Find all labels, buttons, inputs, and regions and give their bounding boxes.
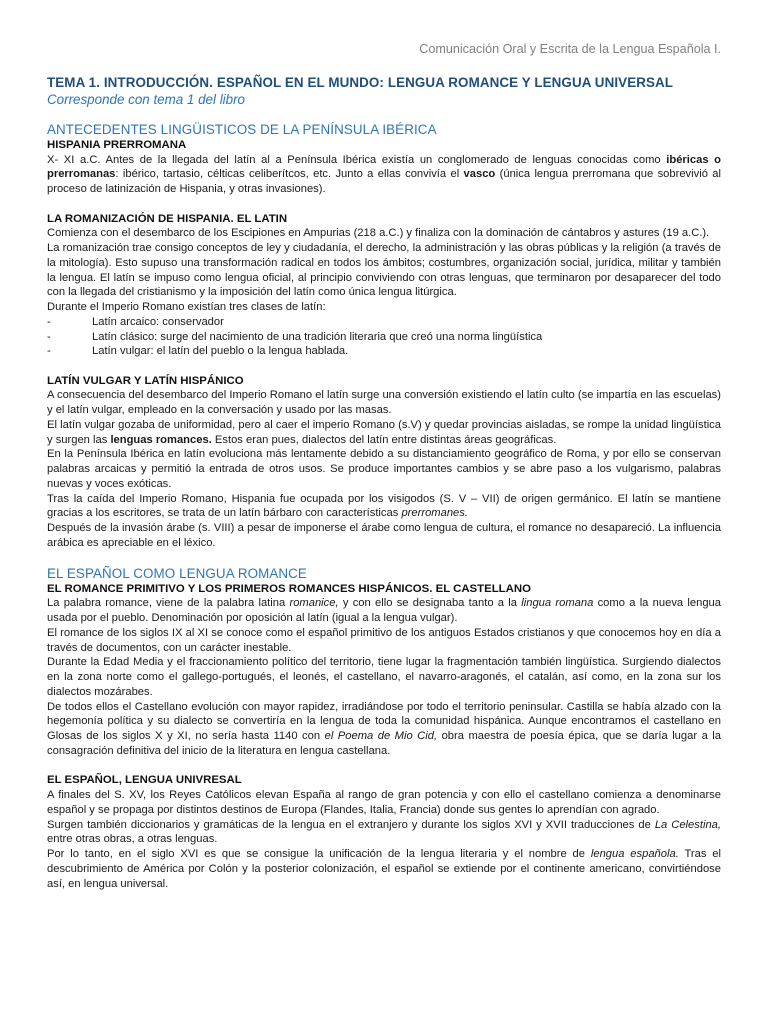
subsection-heading: LA ROMANIZACIÓN DE HISPANIA. EL LATIN: [47, 212, 288, 225]
paragraph: [47, 847, 721, 891]
paragraph: [47, 596, 721, 626]
text-run: Por lo tanto, en el siglo XVI es que se consigue la unificación de la lengua literaria y el nombre de: [47, 848, 591, 861]
subsection-heading: EL ESPAÑOL, LENGUA UNIVRESAL: [47, 774, 242, 787]
bold-text: lenguas romances.: [110, 433, 212, 446]
italic-text: prerromanes.: [401, 507, 468, 520]
running-header: Comunicación Oral y Escrita de la Lengua Española I.: [419, 42, 721, 56]
subsection-heading: EL ROMANCE PRIMITIVO Y LOS PRIMEROS ROMANCES HISPÁNICOS. EL CASTELLANO: [47, 582, 531, 595]
text-run: (única lengua prerromana que sobrevivió al proceso de latinización de Hispania, y otras invasiones).: [47, 168, 721, 196]
paragraph: [47, 418, 721, 448]
text-run: como a la nueva lengua usada por el pueblo. Denominación por oposición al latín (igual a la lengua vulgar).: [47, 597, 722, 625]
italic-text: el Poema de Mio Cid,: [324, 730, 438, 743]
paragraph: [47, 700, 721, 759]
italic-text: lingua romana: [521, 597, 594, 610]
paragraph: [47, 626, 721, 656]
list-item-text: Latín clásico: surge del nacimiento de una tradición literaria que creó una norma lingüística: [92, 330, 543, 343]
list-item: [47, 315, 721, 330]
text-run: De todos ellos el Castellano evolución con mayor rapidez, irradiándose por todo el territorio peninsular. Castilla se había alzado con la hegemonía política y su dialecto se convertiría en la lengua de toda la comunidad hispánica. Aunque encontramos el castellano en Glosas de los siglos X y XI, no sería hasta 1140 con: [47, 700, 721, 743]
text-run: El latín vulgar gozaba de uniformidad, pero al caer el imperio Romano (s.V) y quedar provincias aisladas, se rompe la unidad lingüística y surgen las: [47, 418, 721, 446]
document-title: TEMA 1. INTRODUCCIÓN. ESPAÑOL EN EL MUNDO: LENGUA ROMANCE Y LENGUA UNIVERSAL: [47, 75, 674, 90]
list-item-text: Latín arcaico: conservador: [92, 315, 224, 328]
paragraph: [47, 818, 721, 848]
spacer: [47, 759, 721, 774]
paragraph: [47, 447, 721, 491]
text-run: La palabra romance, viene de la palabra latina: [47, 597, 290, 610]
text-run: Surgen también diccionarios y gramáticas de la lengua en el extranjero y durante los siglos XVI y XVII traducciones de: [47, 818, 655, 831]
list-item: [47, 344, 721, 359]
text-run: entre otras obras, a otras lenguas.: [47, 833, 218, 846]
paragraph: [47, 300, 721, 315]
italic-text: romanice,: [289, 597, 339, 610]
bold-text: ibéricas o prerromanas: [47, 153, 721, 181]
text-run: Tras el descubrimiento de América por Colón y la posterior colonización, el español se extiende por el continente americano, convirtiéndose así, en lengua universal.: [47, 848, 721, 890]
text-run: Comienza con el desembarco de los Escipiones en Ampurias (218 a.C.) y finaliza con la dominación de cántabros y astures (19 a.C.).: [47, 227, 710, 240]
text-run: La romanización trae consigo conceptos de ley y ciudadanía, el derecho, la administración y las obras públicas y la religión (a través de la mitología). Esto supuso una transformación radical en todos los ámbitos; costumbres, organización social, jurídica, militar y también la lengua. El latín se impuso como lengua oficial, al principio conviviendo con otras lenguas, que terminaron por desaparecer del todo con la llegada del cristianismo y la imposición del latín como única lengua litúrgica.: [47, 242, 721, 299]
section-heading: ANTECEDENTES LINGÜISTICOS DE LA PENÍNSULA IBÉRICA: [47, 122, 437, 137]
text-run: X- XI a.C. Antes de la llegada del latín al a Península Ibérica existía un conglomerado de lenguas conocidas como: [47, 153, 667, 166]
document-page: [47, 0, 721, 891]
spacer: [47, 197, 721, 212]
paragraph: [47, 388, 721, 418]
list-bullet: -: [47, 345, 51, 358]
text-run: y con ello se designaba tanto a la: [338, 597, 522, 610]
text-run: A consecuencia del desembarco del Imperio Romano el latín surge una conversión existiendo el latín culto (se impartía en las escuelas) y el latín vulgar, empleado en la conversación y usado por las masas.: [47, 389, 721, 417]
subsection-heading: HISPANIA PRERROMANA: [47, 139, 187, 151]
list-item-text: Latín vulgar: el latín del pueblo o la lengua hablada.: [92, 345, 349, 358]
paragraph: [47, 521, 721, 551]
text-run: obra maestra de poesía épica, que se daría lugar a la consagración definitiva del inicio de la literatura en lengua castellana.: [47, 730, 721, 757]
paragraph: [47, 226, 721, 241]
list-bullet: -: [47, 315, 51, 328]
text-run: : ibérico, tartasio, célticas celiberítcos, etc. Junto a ellas convivía el: [115, 168, 464, 181]
text-run: Estos eran pues, dialectos del latín entre distintas áreas geográficas.: [211, 433, 557, 446]
text-run: El romance de los siglos IX al XI se conoce como el español primitivo de los antiguos Estados cristianos y que conocemos hoy en día a través de documentos, con un carácter inestable.: [47, 626, 721, 654]
text-run: A finales del S. XV, los Reyes Católicos elevan España al rango de gran potencia y con ello el castellano comienza a denominarse español y se propaga por distintos destinos de Europa (Flandes, Italia, Francia) donde sus gentes lo aprendían con agrado.: [47, 789, 721, 816]
italic-text: La Celestina,: [654, 818, 721, 831]
text-run: Durante la Edad Media y el fraccionamiento político del territorio, tiene lugar la fragmentación también lingüística. Surgiendo dialectos en la zona norte como el gallego-portugués, el leonés, el castellano, el navarro-aragonés, el catalán, así como, en la zona sur los dialectos mozárabes.: [47, 656, 721, 698]
paragraph: [47, 241, 721, 300]
paragraph: [47, 655, 721, 699]
document-body: [47, 121, 721, 891]
text-run: En la Península Ibérica en latín evoluciona más lentamente debido a su distanciamiento geográfico de Roma, y por ello se conservan palabras arcaicas y permitió la entrada de otros usos. Se produce importantes cambios y se abre paso a los vulgarismo, palabras nuevas y voces exóticas.: [47, 448, 721, 490]
list-bullet: -: [47, 330, 51, 343]
document-subtitle: Corresponde con tema 1 del libro: [47, 92, 245, 107]
text-run: Tras la caída del Imperio Romano, Hispania fue ocupada por los visigodos (S. V – VII) de origen germánico. El latín se mantiene gracias a los escritores, se trata de un latín bárbaro con características: [47, 492, 721, 520]
paragraph: [47, 153, 721, 197]
section-heading: EL ESPAÑOL COMO LENGUA ROMANCE: [47, 565, 307, 581]
italic-text: lengua española.: [590, 848, 679, 861]
list-item: [47, 330, 721, 345]
text-run: Durante el Imperio Romano existían tres clases de latín:: [47, 301, 326, 314]
paragraph: [47, 492, 721, 522]
text-run: Después de la invasión árabe (s. VIII) a pesar de imponerse el árabe como lengua de cultura, el romance no desapareció. La influencia arábica es apreciable en el léxico.: [47, 522, 721, 549]
subsection-heading: LATÍN VULGAR Y LATÍN HISPÁNICO: [47, 374, 244, 387]
bold-text: vasco: [463, 168, 496, 181]
paragraph: [47, 788, 721, 818]
spacer: [47, 359, 721, 374]
